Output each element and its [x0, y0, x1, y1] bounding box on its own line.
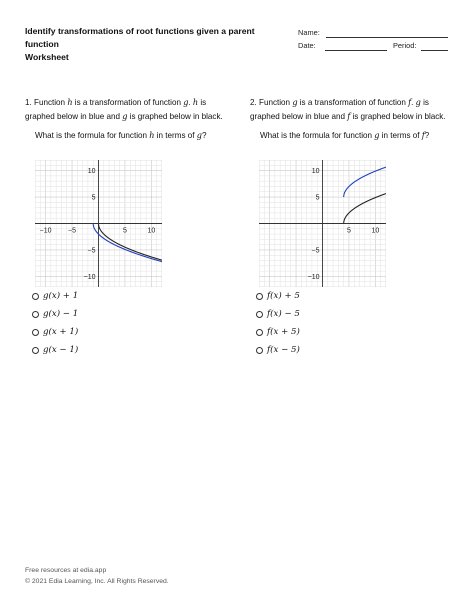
- y-tick-label: 10: [311, 168, 320, 176]
- problem-1-question: [25, 129, 230, 143]
- fn-symbol: g: [415, 97, 421, 107]
- choice-c[interactable]: [256, 327, 300, 337]
- footer-line-1: Free resources at edia.app: [25, 567, 107, 574]
- stem-text: .: [188, 98, 193, 107]
- problem-2-stem: [250, 96, 450, 123]
- problem-1-stem: [25, 96, 230, 123]
- x-tick-label: 10: [147, 227, 156, 235]
- radio-button[interactable]: [256, 347, 263, 354]
- y-tick-label: 10: [87, 168, 96, 176]
- problem-2: [250, 96, 450, 143]
- fn-symbol: g: [196, 130, 202, 141]
- radio-button[interactable]: [32, 347, 39, 354]
- stem-text: is a transformation of function: [297, 98, 409, 107]
- radio-button[interactable]: [256, 329, 263, 336]
- choice-label: f(x + 5): [267, 327, 300, 337]
- choice-b[interactable]: [32, 309, 78, 319]
- question-text: What is the formula for function: [260, 131, 375, 141]
- radio-button[interactable]: [32, 293, 39, 300]
- period-label: Period:: [393, 41, 417, 50]
- y-tick-label: 5: [315, 194, 320, 202]
- title-line-2: function: [25, 39, 59, 49]
- question-text: ?: [201, 131, 207, 141]
- problem-1-choices: [32, 291, 152, 363]
- choice-label: g(x) + 1: [43, 291, 79, 301]
- radio-button[interactable]: [32, 311, 39, 318]
- problem-1-graph: [35, 160, 162, 287]
- question-text: What is the formula for function: [35, 131, 150, 141]
- choice-a[interactable]: [256, 291, 300, 301]
- fn-symbol: h: [192, 97, 199, 107]
- name-line[interactable]: [326, 37, 448, 38]
- fn-symbol: f: [421, 130, 425, 141]
- choice-d[interactable]: [32, 345, 78, 355]
- fn-symbol: f: [408, 97, 412, 107]
- radio-button[interactable]: [32, 329, 39, 336]
- stem-text: Function: [34, 98, 68, 107]
- stem-text: is graphed below in black.: [350, 111, 446, 121]
- x-tick-label: 10: [371, 227, 380, 235]
- choice-label: f(x − 5): [267, 345, 300, 355]
- question-text: in terms of: [154, 131, 197, 141]
- title-line-3: Worksheet: [25, 52, 69, 62]
- y-tick-label: 5: [91, 194, 96, 202]
- y-tick-label: −10: [307, 273, 320, 281]
- worksheet-title: [25, 25, 275, 64]
- stem-text: .: [411, 98, 416, 107]
- name-label: Name:: [298, 28, 320, 37]
- choice-d[interactable]: [256, 345, 300, 355]
- question-text: in terms of: [379, 131, 422, 141]
- radio-button[interactable]: [256, 311, 263, 318]
- x-tick-label: 5: [123, 227, 127, 235]
- question-text: ?: [424, 131, 430, 141]
- choice-label: f(x) + 5: [267, 291, 300, 301]
- date-line[interactable]: [325, 50, 387, 51]
- page-footer: [25, 566, 169, 587]
- stem-text: is graphed below in blue and: [250, 98, 429, 121]
- problem-2-graph: [259, 160, 386, 287]
- fn-symbol: h: [149, 130, 155, 141]
- stem-text: Function: [259, 98, 293, 107]
- choice-c[interactable]: [32, 327, 78, 337]
- x-tick-label: 5: [347, 227, 351, 235]
- y-tick-label: −5: [87, 247, 96, 255]
- x-tick-label: −10: [39, 227, 52, 235]
- problem-2-question: [250, 129, 450, 143]
- fn-symbol: g: [122, 110, 128, 121]
- stem-text: is graphed below in blue and: [25, 98, 207, 121]
- title-line-1: Identify transformations of root functions given a parent: [25, 26, 255, 36]
- footer-line-2: © 2021 Edia Learning, Inc. All Rights Reserved.: [25, 577, 169, 585]
- choice-a[interactable]: [32, 291, 78, 301]
- fn-symbol: g: [374, 130, 380, 141]
- fn-symbol: f: [347, 110, 351, 121]
- y-tick-label: −10: [83, 273, 96, 281]
- y-tick-label: −5: [311, 247, 320, 255]
- problem-1: [25, 96, 230, 143]
- fn-symbol: h: [67, 97, 73, 107]
- stem-text: is a transformation of function: [72, 98, 184, 107]
- name-field[interactable]: [298, 28, 448, 40]
- date-period-fields: [298, 41, 448, 53]
- x-tick-label: −5: [68, 227, 77, 235]
- problem-2-choices: [256, 291, 376, 363]
- choice-label: g(x + 1): [43, 327, 79, 337]
- choice-b[interactable]: [256, 309, 300, 319]
- period-line[interactable]: [421, 50, 448, 51]
- fn-symbol: g: [183, 97, 189, 107]
- problem-1-number: 1.: [25, 98, 32, 107]
- fn-symbol: g: [292, 97, 298, 107]
- choice-label: g(x) − 1: [43, 309, 79, 319]
- stem-text: is graphed below in black.: [127, 111, 223, 121]
- choice-label: f(x) − 5: [267, 309, 300, 319]
- problem-2-number: 2.: [250, 98, 257, 107]
- date-label: Date:: [298, 41, 316, 50]
- radio-button[interactable]: [256, 293, 263, 300]
- choice-label: g(x − 1): [43, 345, 79, 355]
